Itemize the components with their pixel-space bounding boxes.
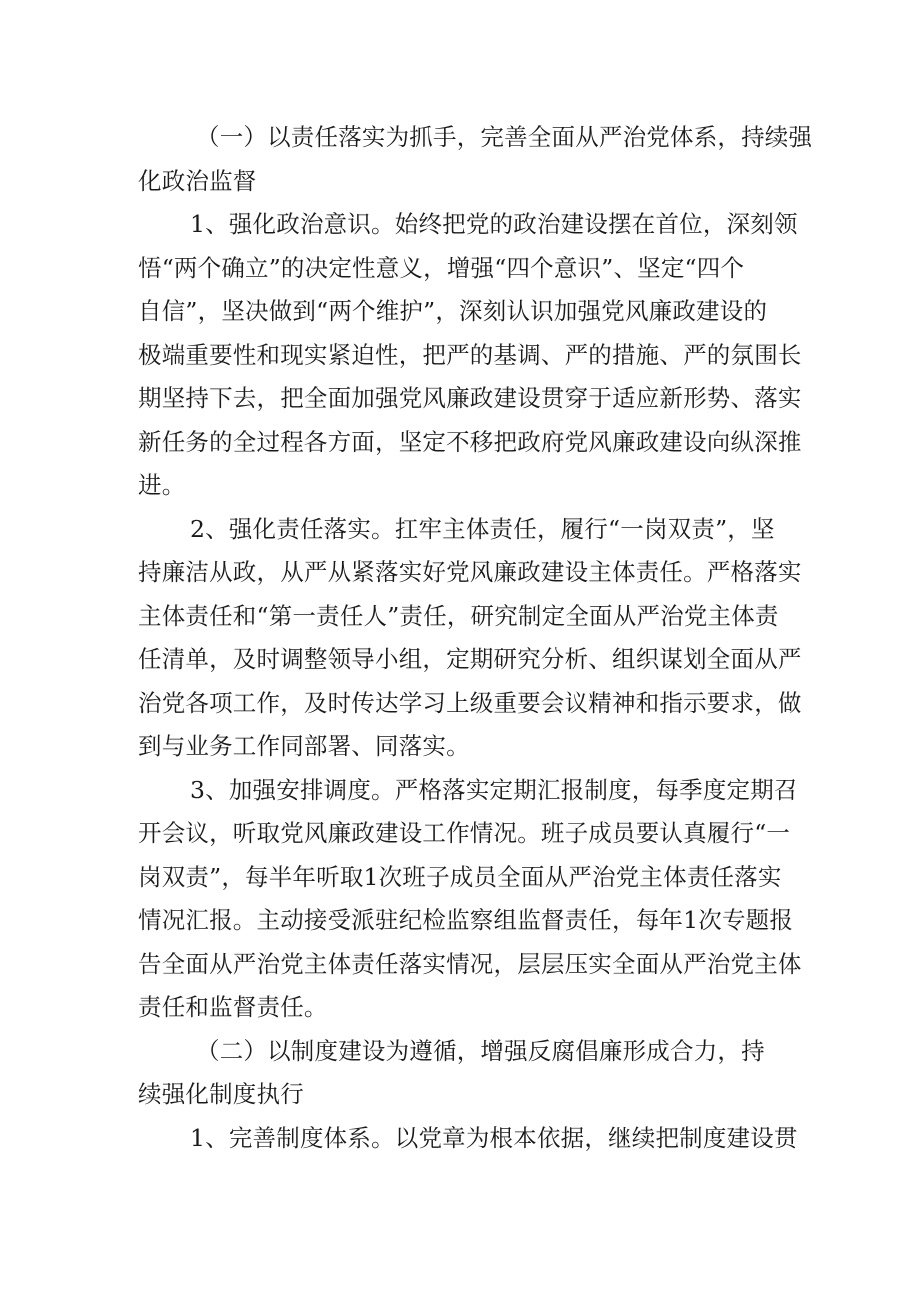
- paragraph-3-line-1: 3、加强安排调度。严格落实定期汇报制度，每季度定期召: [190, 776, 798, 804]
- paragraph-1-line-5: 期坚持下去，把全面加强党风廉政建设贯穿于适应新形势、落实: [138, 384, 802, 412]
- paragraph-1-line-3: 自信”，坚决做到“两个维护”，深刻认识加强党风廉政建设的: [138, 297, 768, 325]
- paragraph-2-line-5: 治党各项工作，及时传达学习上级重要会议精神和指示要求，做: [138, 689, 802, 717]
- paragraph-2-line-1: 2、强化责任落实。扛牢主体责任，履行“一岗双责”，坚: [190, 515, 775, 543]
- paragraph-3-line-2: 开会议，听取党风廉政建设工作情况。班子成员要认真履行“一: [138, 819, 791, 847]
- paragraph-3-line-4: 情况汇报。主动接受派驻纪检监察组监督责任，每年1次专题报: [138, 906, 794, 934]
- paragraph-1-line-7: 进。: [138, 471, 186, 499]
- section-heading-1-line-1: （一）以责任落实为抓手，完善全面从严治党体系，持续强: [196, 123, 813, 151]
- paragraph-4-line-1: 1、完善制度体系。以党章为根本依据，继续把制度建设贯: [190, 1124, 798, 1152]
- paragraph-1-line-1: 1、强化政治意识。始终把党的政治建设摆在首位，深刻领: [190, 210, 798, 238]
- paragraph-1-line-4: 极端重要性和现实紧迫性，把严的基调、严的措施、严的氛围长: [138, 341, 802, 369]
- paragraph-3-line-5: 告全面从严治党主体责任落实情况，层层压实全面从严治党主体: [138, 950, 802, 978]
- paragraph-3-line-6: 责任和监督责任。: [138, 993, 328, 1021]
- paragraph-2-line-3: 主体责任和“第一责任人”责任，研究制定全面从严治党主体责: [138, 602, 779, 630]
- paragraph-2-line-2: 持廉洁从政，从严从紧落实好党风廉政建设主体责任。严格落实: [138, 558, 802, 586]
- section-heading-1-line-2: 化政治监督: [138, 167, 257, 195]
- paragraph-1-line-2: 悟“两个确立”的决定性意义，增强“四个意识”、坚定“四个: [138, 254, 745, 282]
- paragraph-3-line-3: 岗双责”，每半年听取1次班子成员全面从严治党主体责任落实: [138, 863, 782, 891]
- section-heading-2-line-1: （二）以制度建设为遵循，增强反腐倡廉形成合力，持: [196, 1037, 765, 1065]
- paragraph-2-line-6: 到与业务工作同部署、同落实。: [138, 732, 470, 760]
- section-heading-2-line-2: 续强化制度执行: [138, 1080, 304, 1108]
- paragraph-1-line-6: 新任务的全过程各方面，坚定不移把政府党风廉政建设向纵深推: [138, 428, 802, 456]
- paragraph-2-line-4: 任清单，及时调整领导小组，定期研究分析、组织谋划全面从严: [138, 645, 802, 673]
